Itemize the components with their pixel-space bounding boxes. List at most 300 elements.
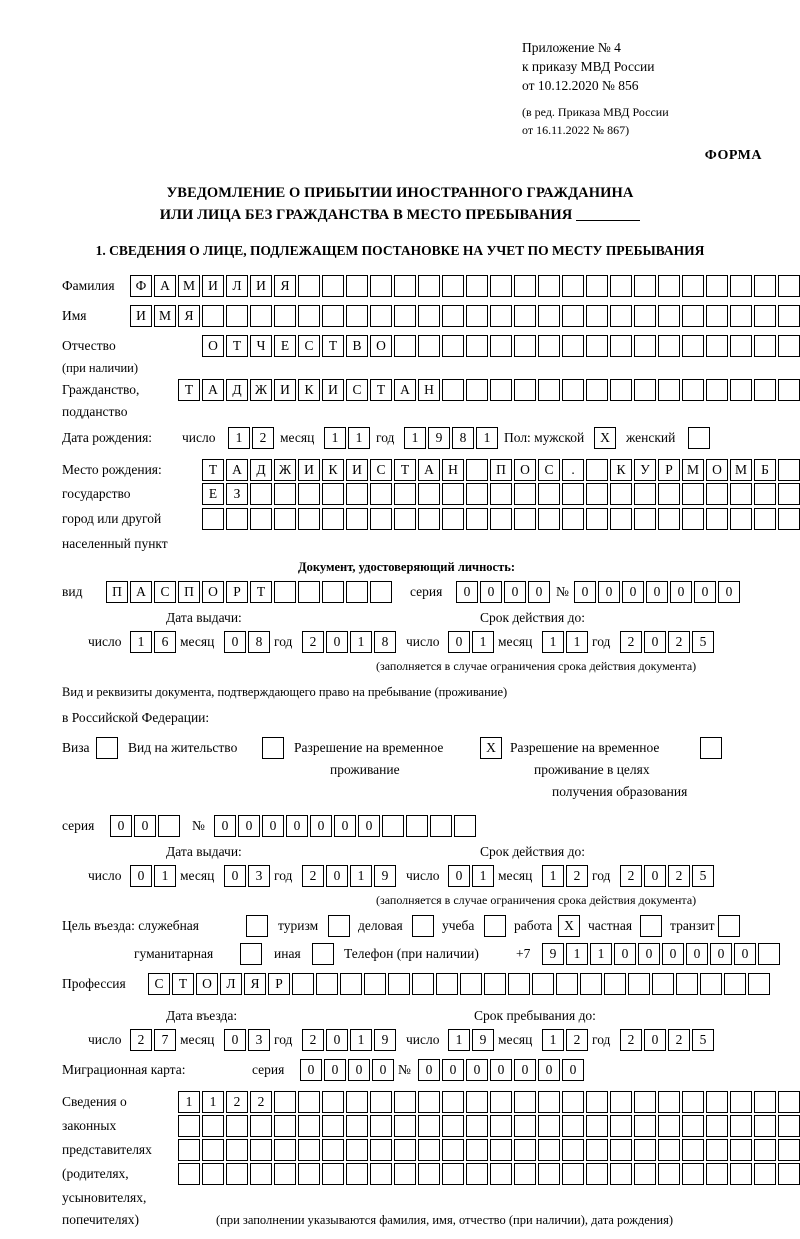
char-cell[interactable] (754, 275, 776, 297)
char-cell[interactable] (682, 379, 704, 401)
char-cell[interactable] (682, 508, 704, 530)
char-cell[interactable]: Я (274, 275, 296, 297)
char-cell[interactable] (586, 459, 608, 481)
char-cell[interactable]: А (154, 275, 176, 297)
char-cell[interactable] (640, 915, 662, 937)
char-cell[interactable] (250, 1139, 272, 1161)
char-cell[interactable] (730, 508, 752, 530)
char-cell[interactable]: К (610, 459, 632, 481)
char-cell[interactable]: Я (178, 305, 200, 327)
char-cell[interactable] (394, 335, 416, 357)
char-cell[interactable]: 0 (734, 943, 756, 965)
char-cell[interactable]: 0 (334, 815, 356, 837)
char-cell[interactable] (706, 508, 728, 530)
char-cell[interactable] (514, 1163, 536, 1185)
char-cell[interactable] (586, 1091, 608, 1113)
char-cell[interactable] (610, 508, 632, 530)
char-cell[interactable] (466, 1163, 488, 1185)
char-cell[interactable] (514, 1139, 536, 1161)
char-cell[interactable]: С (346, 379, 368, 401)
char-cell[interactable]: 0 (214, 815, 236, 837)
char-cell[interactable]: 1 (178, 1091, 200, 1113)
char-cell[interactable] (730, 379, 752, 401)
char-cell[interactable] (754, 483, 776, 505)
char-cell[interactable] (514, 335, 536, 357)
char-cell[interactable] (346, 483, 368, 505)
char-cell[interactable] (490, 1091, 512, 1113)
field-legal-rep-row-2[interactable] (178, 1115, 800, 1137)
char-cell[interactable]: 0 (224, 631, 246, 653)
char-cell[interactable]: 0 (718, 581, 740, 603)
char-cell[interactable]: Т (394, 459, 416, 481)
char-cell[interactable] (226, 508, 248, 530)
char-cell[interactable]: 3 (248, 865, 270, 887)
char-cell[interactable] (490, 1115, 512, 1137)
char-cell[interactable] (202, 508, 224, 530)
char-cell[interactable]: 1 (566, 631, 588, 653)
char-cell[interactable]: Т (172, 973, 194, 995)
char-cell[interactable]: Я (244, 973, 266, 995)
char-cell[interactable] (682, 483, 704, 505)
char-cell[interactable] (298, 275, 320, 297)
char-cell[interactable]: 1 (542, 631, 564, 653)
char-cell[interactable] (634, 379, 656, 401)
char-cell[interactable] (370, 581, 392, 603)
char-cell[interactable] (298, 305, 320, 327)
char-cell[interactable]: 9 (428, 427, 450, 449)
char-cell[interactable] (514, 305, 536, 327)
char-cell[interactable]: 9 (472, 1029, 494, 1051)
char-cell[interactable] (442, 1115, 464, 1137)
char-cell[interactable]: 1 (350, 1029, 372, 1051)
char-cell[interactable] (250, 483, 272, 505)
char-cell[interactable]: 0 (662, 943, 684, 965)
char-cell[interactable] (346, 508, 368, 530)
char-cell[interactable]: Т (250, 581, 272, 603)
char-cell[interactable]: 8 (374, 631, 396, 653)
char-cell[interactable] (96, 737, 118, 759)
field-birth-month[interactable] (324, 427, 370, 449)
char-cell[interactable] (298, 581, 320, 603)
char-cell[interactable] (394, 305, 416, 327)
char-cell[interactable] (634, 335, 656, 357)
char-cell[interactable]: 1 (202, 1091, 224, 1113)
char-cell[interactable] (322, 1091, 344, 1113)
char-cell[interactable] (274, 1163, 296, 1185)
field-stay-year[interactable] (620, 1029, 714, 1051)
char-cell[interactable]: 1 (542, 865, 564, 887)
char-cell[interactable]: 0 (646, 581, 668, 603)
char-cell[interactable]: 2 (302, 1029, 324, 1051)
char-cell[interactable]: М (730, 459, 752, 481)
char-cell[interactable]: И (130, 305, 152, 327)
char-cell[interactable] (628, 973, 650, 995)
char-cell[interactable] (676, 973, 698, 995)
char-cell[interactable]: 1 (566, 943, 588, 965)
field-doc-valid-year[interactable] (620, 631, 714, 653)
char-cell[interactable]: Р (268, 973, 290, 995)
char-cell[interactable] (658, 508, 680, 530)
char-cell[interactable]: 0 (614, 943, 636, 965)
char-cell[interactable]: 0 (238, 815, 260, 837)
char-cell[interactable] (178, 1139, 200, 1161)
char-cell[interactable]: 0 (130, 865, 152, 887)
char-cell[interactable] (418, 1091, 440, 1113)
char-cell[interactable] (322, 1139, 344, 1161)
char-cell[interactable] (562, 508, 584, 530)
char-cell[interactable] (706, 275, 728, 297)
char-cell[interactable] (658, 1139, 680, 1161)
char-cell[interactable] (562, 335, 584, 357)
char-cell[interactable] (778, 1163, 800, 1185)
char-cell[interactable] (538, 1115, 560, 1137)
field-entry-year[interactable] (302, 1029, 396, 1051)
char-cell[interactable] (484, 915, 506, 937)
char-cell[interactable] (778, 483, 800, 505)
char-cell[interactable] (718, 915, 740, 937)
char-cell[interactable] (292, 973, 314, 995)
char-cell[interactable]: 8 (248, 631, 270, 653)
char-cell[interactable] (322, 1115, 344, 1137)
char-cell[interactable] (562, 1091, 584, 1113)
checkbox-purpose-tourism[interactable] (328, 915, 350, 937)
field-entry-month[interactable] (224, 1029, 270, 1051)
char-cell[interactable]: А (226, 459, 248, 481)
char-cell[interactable] (250, 305, 272, 327)
char-cell[interactable] (322, 581, 344, 603)
char-cell[interactable] (586, 1115, 608, 1137)
char-cell[interactable] (514, 275, 536, 297)
char-cell[interactable]: 9 (374, 865, 396, 887)
char-cell[interactable] (418, 1115, 440, 1137)
char-cell[interactable] (412, 915, 434, 937)
field-legal-rep-row-3[interactable] (178, 1139, 800, 1161)
char-cell[interactable] (682, 1115, 704, 1137)
char-cell[interactable] (706, 1139, 728, 1161)
char-cell[interactable] (562, 379, 584, 401)
char-cell[interactable]: 0 (448, 631, 470, 653)
char-cell[interactable] (226, 305, 248, 327)
checkbox-purpose-transit[interactable] (718, 915, 740, 937)
checkbox-purpose-private[interactable] (640, 915, 662, 937)
field-permit-valid-month[interactable] (542, 865, 588, 887)
checkbox-purpose-work[interactable] (558, 915, 580, 937)
char-cell[interactable] (226, 1139, 248, 1161)
char-cell[interactable]: 0 (326, 631, 348, 653)
char-cell[interactable] (514, 379, 536, 401)
char-cell[interactable]: В (346, 335, 368, 357)
field-doc-valid-month[interactable] (542, 631, 588, 653)
checkbox-purpose-humanitarian[interactable] (240, 943, 262, 965)
char-cell[interactable] (658, 483, 680, 505)
char-cell[interactable] (532, 973, 554, 995)
char-cell[interactable]: 2 (566, 1029, 588, 1051)
char-cell[interactable]: Т (370, 379, 392, 401)
char-cell[interactable]: 0 (110, 815, 132, 837)
char-cell[interactable]: 6 (154, 631, 176, 653)
char-cell[interactable]: Н (442, 459, 464, 481)
char-cell[interactable]: 2 (668, 1029, 690, 1051)
char-cell[interactable]: И (298, 459, 320, 481)
char-cell[interactable] (634, 483, 656, 505)
char-cell[interactable] (418, 1139, 440, 1161)
char-cell[interactable]: 2 (668, 631, 690, 653)
char-cell[interactable]: 0 (348, 1059, 370, 1081)
char-cell[interactable] (700, 973, 722, 995)
char-cell[interactable]: 0 (134, 815, 156, 837)
char-cell[interactable] (562, 275, 584, 297)
field-birthplace-row3[interactable] (202, 508, 800, 530)
field-entry-day[interactable] (130, 1029, 176, 1051)
char-cell[interactable] (442, 508, 464, 530)
char-cell[interactable] (514, 508, 536, 530)
char-cell[interactable]: И (202, 275, 224, 297)
field-stay-day[interactable] (448, 1029, 494, 1051)
char-cell[interactable] (250, 1163, 272, 1185)
char-cell[interactable]: 2 (566, 865, 588, 887)
char-cell[interactable] (430, 815, 452, 837)
char-cell[interactable]: И (322, 379, 344, 401)
char-cell[interactable]: 0 (686, 943, 708, 965)
char-cell[interactable]: X (480, 737, 502, 759)
char-cell[interactable]: Л (220, 973, 242, 995)
char-cell[interactable] (466, 508, 488, 530)
char-cell[interactable]: М (178, 275, 200, 297)
char-cell[interactable] (730, 1115, 752, 1137)
char-cell[interactable]: Е (202, 483, 224, 505)
char-cell[interactable] (682, 305, 704, 327)
char-cell[interactable]: 5 (692, 631, 714, 653)
char-cell[interactable] (490, 335, 512, 357)
char-cell[interactable]: Т (202, 459, 224, 481)
field-legal-rep-row-4[interactable] (178, 1163, 800, 1185)
char-cell[interactable] (418, 1163, 440, 1185)
char-cell[interactable]: 1 (130, 631, 152, 653)
char-cell[interactable]: 0 (644, 1029, 666, 1051)
char-cell[interactable]: 0 (644, 865, 666, 887)
field-migration-number[interactable] (418, 1059, 584, 1081)
char-cell[interactable]: 1 (154, 865, 176, 887)
char-cell[interactable] (394, 1115, 416, 1137)
char-cell[interactable] (274, 483, 296, 505)
field-doc-issue-day[interactable] (130, 631, 176, 653)
char-cell[interactable] (610, 335, 632, 357)
char-cell[interactable]: 1 (448, 1029, 470, 1051)
char-cell[interactable] (178, 1163, 200, 1185)
char-cell[interactable] (460, 973, 482, 995)
char-cell[interactable]: С (298, 335, 320, 357)
char-cell[interactable]: 0 (466, 1059, 488, 1081)
char-cell[interactable] (778, 379, 800, 401)
char-cell[interactable]: 2 (668, 865, 690, 887)
char-cell[interactable] (538, 1163, 560, 1185)
char-cell[interactable]: 0 (310, 815, 332, 837)
char-cell[interactable] (634, 508, 656, 530)
char-cell[interactable]: 1 (472, 865, 494, 887)
char-cell[interactable] (724, 973, 746, 995)
char-cell[interactable]: А (202, 379, 224, 401)
char-cell[interactable]: О (706, 459, 728, 481)
char-cell[interactable]: 0 (638, 943, 660, 965)
char-cell[interactable]: 1 (404, 427, 426, 449)
char-cell[interactable]: 2 (620, 1029, 642, 1051)
char-cell[interactable]: 1 (350, 865, 372, 887)
char-cell[interactable] (298, 483, 320, 505)
char-cell[interactable] (394, 275, 416, 297)
char-cell[interactable] (226, 1115, 248, 1137)
checkbox-visa[interactable] (96, 737, 118, 759)
char-cell[interactable] (490, 275, 512, 297)
field-permit-valid-year[interactable] (620, 865, 714, 887)
char-cell[interactable] (758, 943, 780, 965)
checkbox-purpose-business[interactable] (412, 915, 434, 937)
char-cell[interactable] (262, 737, 284, 759)
char-cell[interactable]: К (298, 379, 320, 401)
field-permit-series[interactable] (110, 815, 180, 837)
char-cell[interactable]: П (178, 581, 200, 603)
char-cell[interactable]: Р (658, 459, 680, 481)
field-birthplace-city[interactable] (202, 483, 800, 505)
char-cell[interactable]: 7 (154, 1029, 176, 1051)
char-cell[interactable]: 0 (262, 815, 284, 837)
char-cell[interactable] (298, 1091, 320, 1113)
char-cell[interactable] (442, 483, 464, 505)
char-cell[interactable] (202, 1115, 224, 1137)
char-cell[interactable]: П (490, 459, 512, 481)
char-cell[interactable] (466, 483, 488, 505)
field-stay-month[interactable] (542, 1029, 588, 1051)
char-cell[interactable]: А (130, 581, 152, 603)
char-cell[interactable] (370, 483, 392, 505)
char-cell[interactable] (394, 483, 416, 505)
char-cell[interactable] (490, 483, 512, 505)
char-cell[interactable] (706, 335, 728, 357)
char-cell[interactable]: Д (250, 459, 272, 481)
char-cell[interactable] (556, 973, 578, 995)
char-cell[interactable] (730, 1091, 752, 1113)
char-cell[interactable]: 0 (644, 631, 666, 653)
char-cell[interactable] (634, 1139, 656, 1161)
char-cell[interactable]: Л (226, 275, 248, 297)
char-cell[interactable] (778, 1091, 800, 1113)
char-cell[interactable] (730, 335, 752, 357)
char-cell[interactable] (388, 973, 410, 995)
char-cell[interactable] (538, 275, 560, 297)
char-cell[interactable] (748, 973, 770, 995)
char-cell[interactable]: О (370, 335, 392, 357)
char-cell[interactable] (274, 1115, 296, 1137)
char-cell[interactable] (274, 581, 296, 603)
checkbox-edu-residence[interactable] (700, 737, 722, 759)
char-cell[interactable]: 0 (442, 1059, 464, 1081)
char-cell[interactable] (442, 379, 464, 401)
field-doc-kind[interactable] (106, 581, 392, 603)
char-cell[interactable] (298, 1139, 320, 1161)
field-birth-year[interactable] (404, 427, 498, 449)
checkbox-temp-residence[interactable] (480, 737, 502, 759)
char-cell[interactable] (466, 1139, 488, 1161)
field-migration-series[interactable] (300, 1059, 394, 1081)
char-cell[interactable]: М (682, 459, 704, 481)
char-cell[interactable] (370, 1115, 392, 1137)
field-patronymic[interactable] (202, 335, 800, 357)
char-cell[interactable]: 0 (358, 815, 380, 837)
char-cell[interactable]: 9 (542, 943, 564, 965)
char-cell[interactable] (514, 1091, 536, 1113)
char-cell[interactable]: 0 (372, 1059, 394, 1081)
char-cell[interactable] (442, 1163, 464, 1185)
field-profession[interactable] (148, 973, 770, 995)
char-cell[interactable] (682, 1163, 704, 1185)
char-cell[interactable] (442, 335, 464, 357)
char-cell[interactable] (580, 973, 602, 995)
char-cell[interactable]: Р (226, 581, 248, 603)
char-cell[interactable] (346, 1091, 368, 1113)
char-cell[interactable] (322, 1163, 344, 1185)
char-cell[interactable]: Ж (250, 379, 272, 401)
char-cell[interactable] (706, 379, 728, 401)
char-cell[interactable] (246, 915, 268, 937)
char-cell[interactable] (658, 275, 680, 297)
char-cell[interactable]: 2 (250, 1091, 272, 1113)
field-phone[interactable] (542, 943, 780, 965)
checkbox-sex-male[interactable] (594, 427, 616, 449)
char-cell[interactable] (418, 275, 440, 297)
char-cell[interactable]: О (514, 459, 536, 481)
char-cell[interactable] (586, 305, 608, 327)
char-cell[interactable] (412, 973, 434, 995)
char-cell[interactable]: 0 (504, 581, 526, 603)
char-cell[interactable] (658, 1091, 680, 1113)
char-cell[interactable] (682, 335, 704, 357)
char-cell[interactable]: 1 (350, 631, 372, 653)
char-cell[interactable]: 3 (248, 1029, 270, 1051)
char-cell[interactable] (730, 275, 752, 297)
char-cell[interactable] (730, 1163, 752, 1185)
char-cell[interactable] (158, 815, 180, 837)
char-cell[interactable]: 2 (620, 631, 642, 653)
field-permit-issue-year[interactable] (302, 865, 396, 887)
char-cell[interactable] (370, 1091, 392, 1113)
char-cell[interactable] (754, 1115, 776, 1137)
char-cell[interactable]: С (538, 459, 560, 481)
char-cell[interactable]: Т (322, 335, 344, 357)
char-cell[interactable] (610, 379, 632, 401)
field-doc-issue-month[interactable] (224, 631, 270, 653)
char-cell[interactable]: 2 (302, 631, 324, 653)
char-cell[interactable]: И (274, 379, 296, 401)
char-cell[interactable] (682, 1139, 704, 1161)
char-cell[interactable]: И (346, 459, 368, 481)
char-cell[interactable]: 0 (490, 1059, 512, 1081)
checkbox-purpose-other[interactable] (312, 943, 334, 965)
checkbox-sex-female[interactable] (688, 427, 710, 449)
char-cell[interactable] (658, 1115, 680, 1137)
char-cell[interactable] (514, 1115, 536, 1137)
char-cell[interactable]: 1 (472, 631, 494, 653)
char-cell[interactable] (538, 379, 560, 401)
char-cell[interactable] (202, 1139, 224, 1161)
char-cell[interactable] (240, 943, 262, 965)
char-cell[interactable]: 0 (286, 815, 308, 837)
char-cell[interactable]: 0 (324, 1059, 346, 1081)
char-cell[interactable] (490, 508, 512, 530)
char-cell[interactable] (658, 379, 680, 401)
char-cell[interactable]: 0 (456, 581, 478, 603)
char-cell[interactable] (562, 483, 584, 505)
char-cell[interactable]: Д (226, 379, 248, 401)
char-cell[interactable] (586, 1163, 608, 1185)
